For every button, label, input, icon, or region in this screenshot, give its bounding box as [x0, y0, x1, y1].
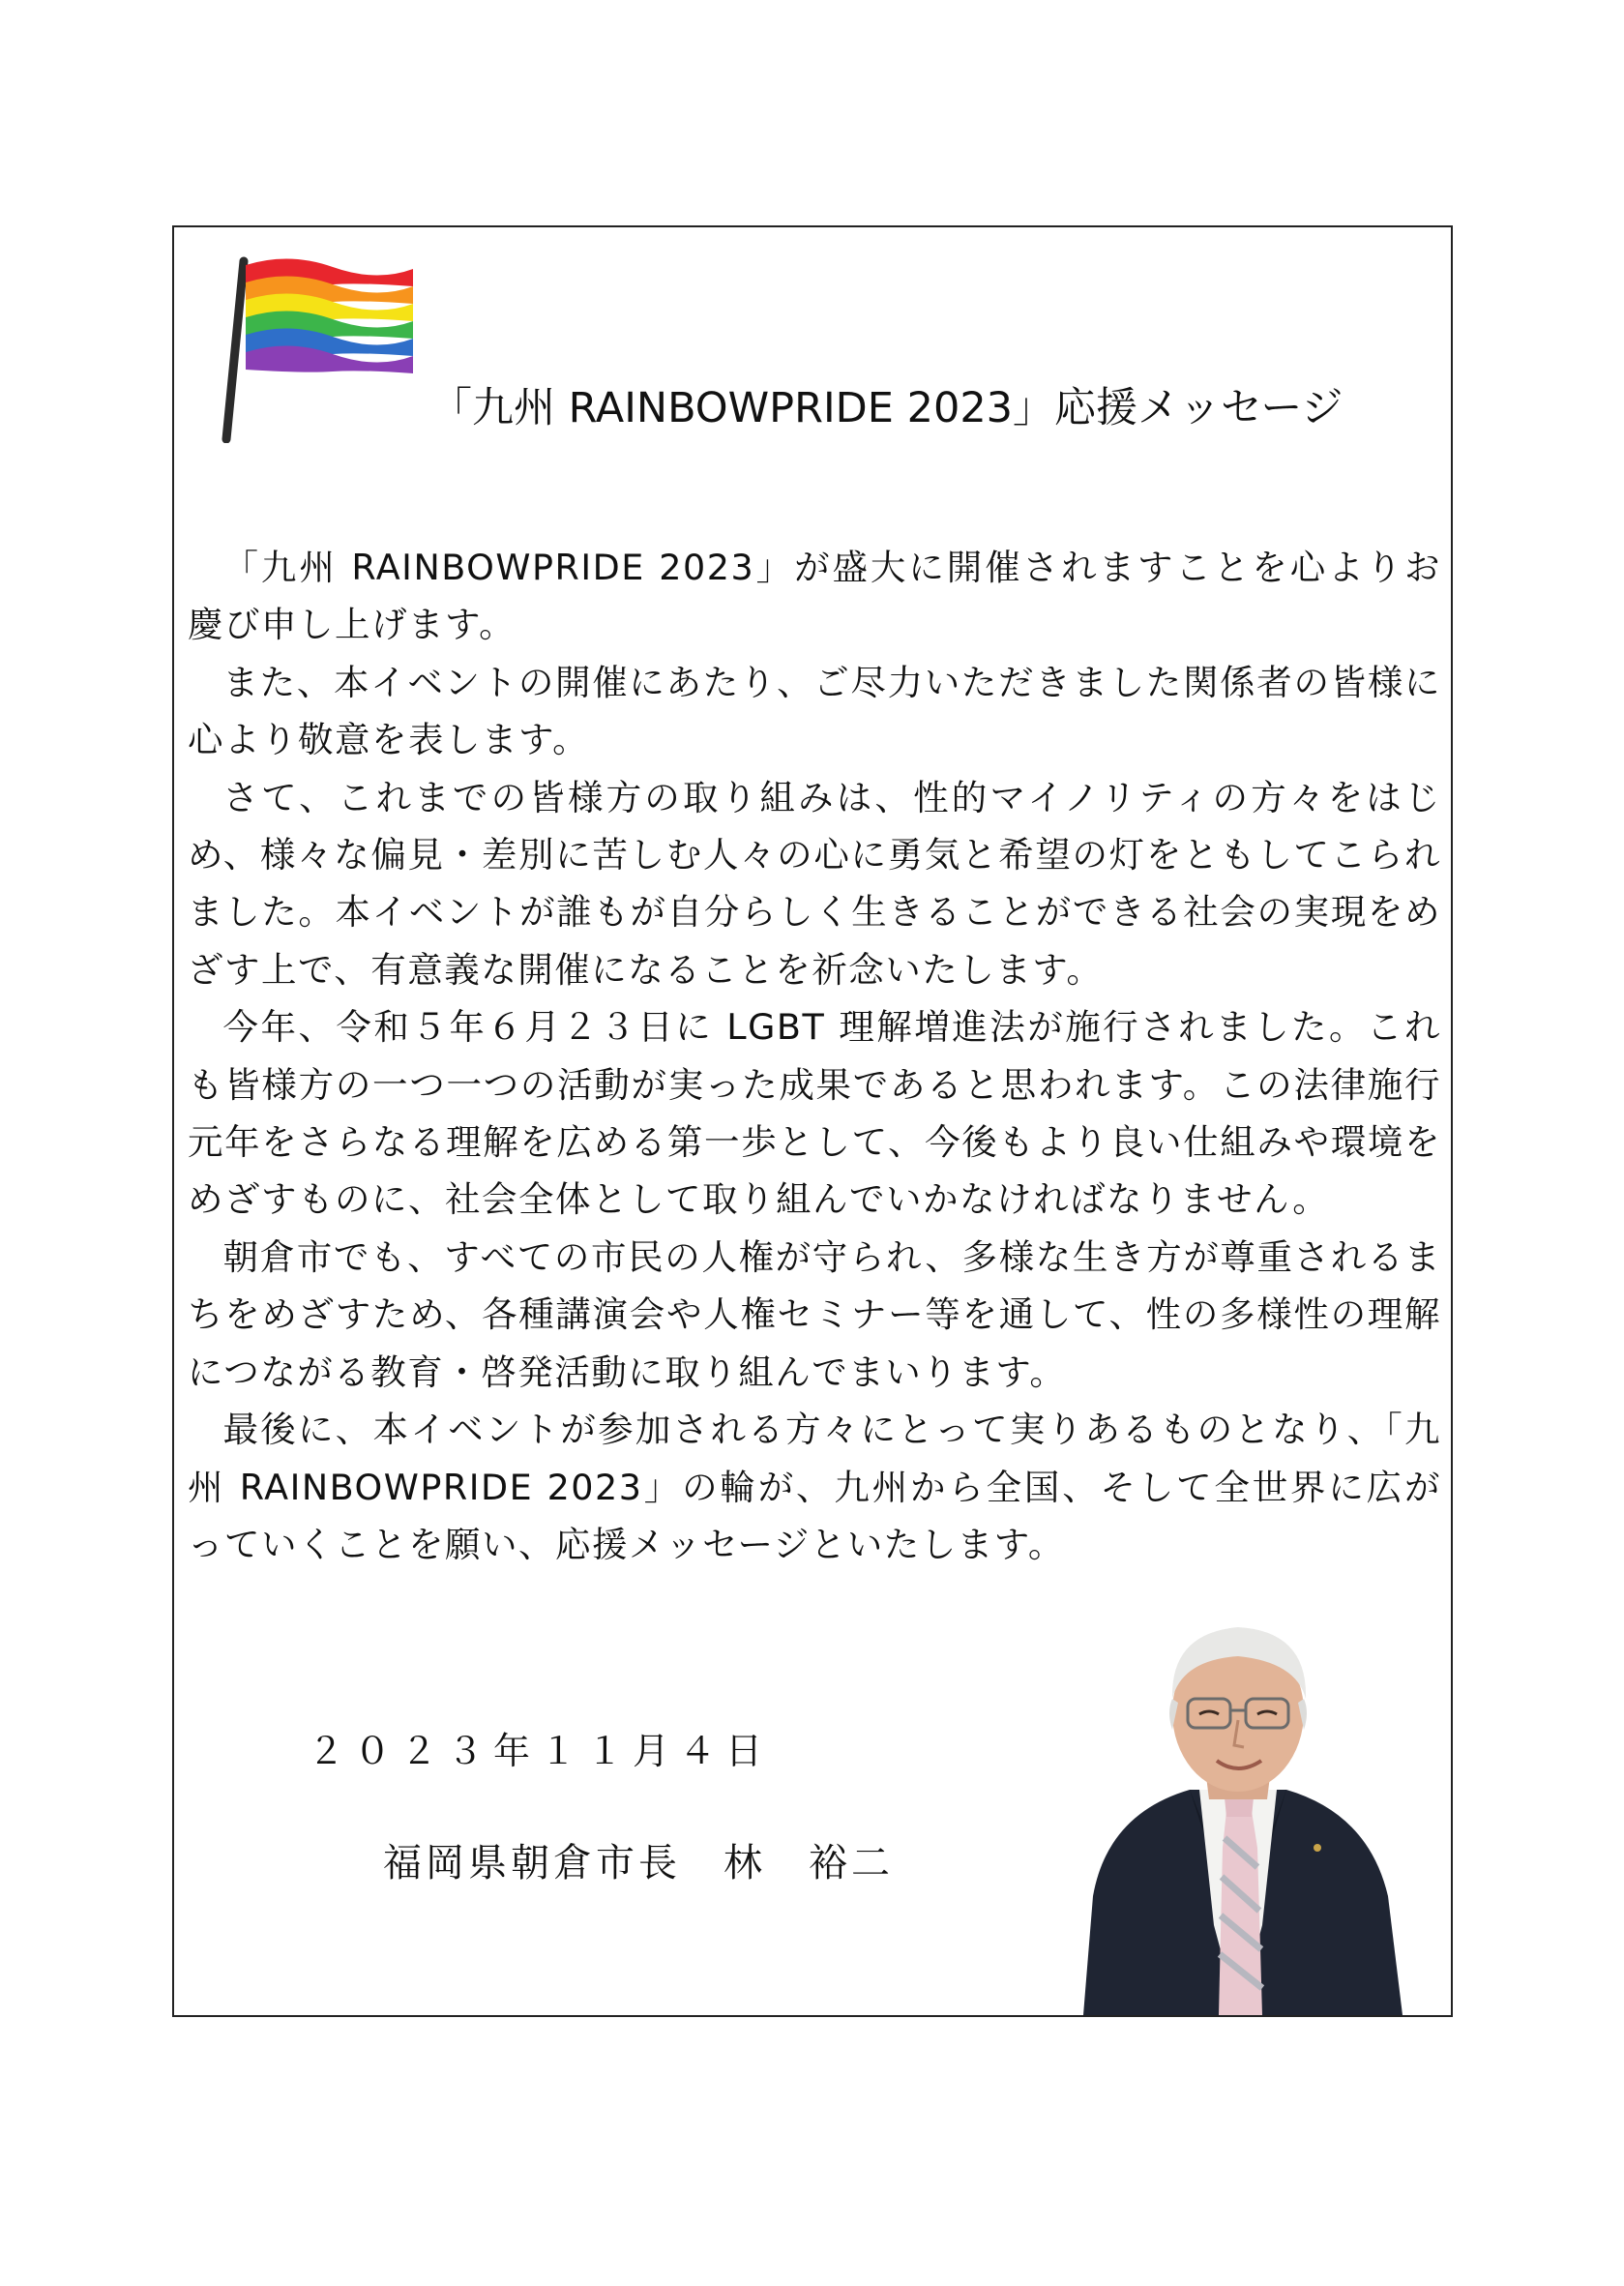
paragraph: 「九州 RAINBOWPRIDE 2023」が盛大に開催されますことを心よりお慶び申し上げます。	[188, 547, 1441, 646]
rainbow-flag-icon	[215, 250, 428, 443]
message-body	[188, 539, 1441, 1573]
paragraph: また、本イベントの開催にあたり、ご尽力いただきました関係者の皆様に心より敬意を表します。	[188, 661, 1441, 761]
paragraph: さて、これまでの皆様方の取り組みは、性的マイノリティの方々をはじめ、様々な偏見・差別に苦しむ人々の心に勇気と希望の灯をともしてこられました。本イベントが誰もが自分らしく生きることができる社会の実現をめざす上で、有意義な開催になることを祈念いたします。	[188, 776, 1441, 991]
page-title: 「九州 RAINBOWPRIDE 2023」応援メッセージ	[430, 384, 1343, 432]
paragraph: 朝倉市でも、すべての市民の人権が守られ、多様な生き方が尊重されるまちをめざすため、各種講演会や人権セミナー等を通して、性の多様性の理解につながる教育・啓発活動に取り組んでまいります。	[188, 1235, 1441, 1393]
paragraph: 最後に、本イベントが参加される方々にとって実りあるものとなり、「九州 RAINBOWPRIDE 2023」の輪が、九州から全国、そして全世界に広がっていくことを願い、応援メッセージといたします。	[188, 1409, 1441, 1565]
mayor-portrait	[1064, 1606, 1412, 2015]
signature: 福岡県朝倉市長 林 裕二	[383, 1841, 894, 1885]
message-date: ２０２３年１１月４日	[308, 1730, 773, 1772]
paragraph: 今年、令和５年６月２３日に LGBT 理解増進法が施行されました。これも皆様方の一つ一つの活動が実った成果であると思われます。この法律施行元年をさらなる理解を広める第一歩として、今後もより良い仕組みや環境をめざすものに、社会全体として取り組んでいかなければなりません。	[188, 1006, 1441, 1221]
